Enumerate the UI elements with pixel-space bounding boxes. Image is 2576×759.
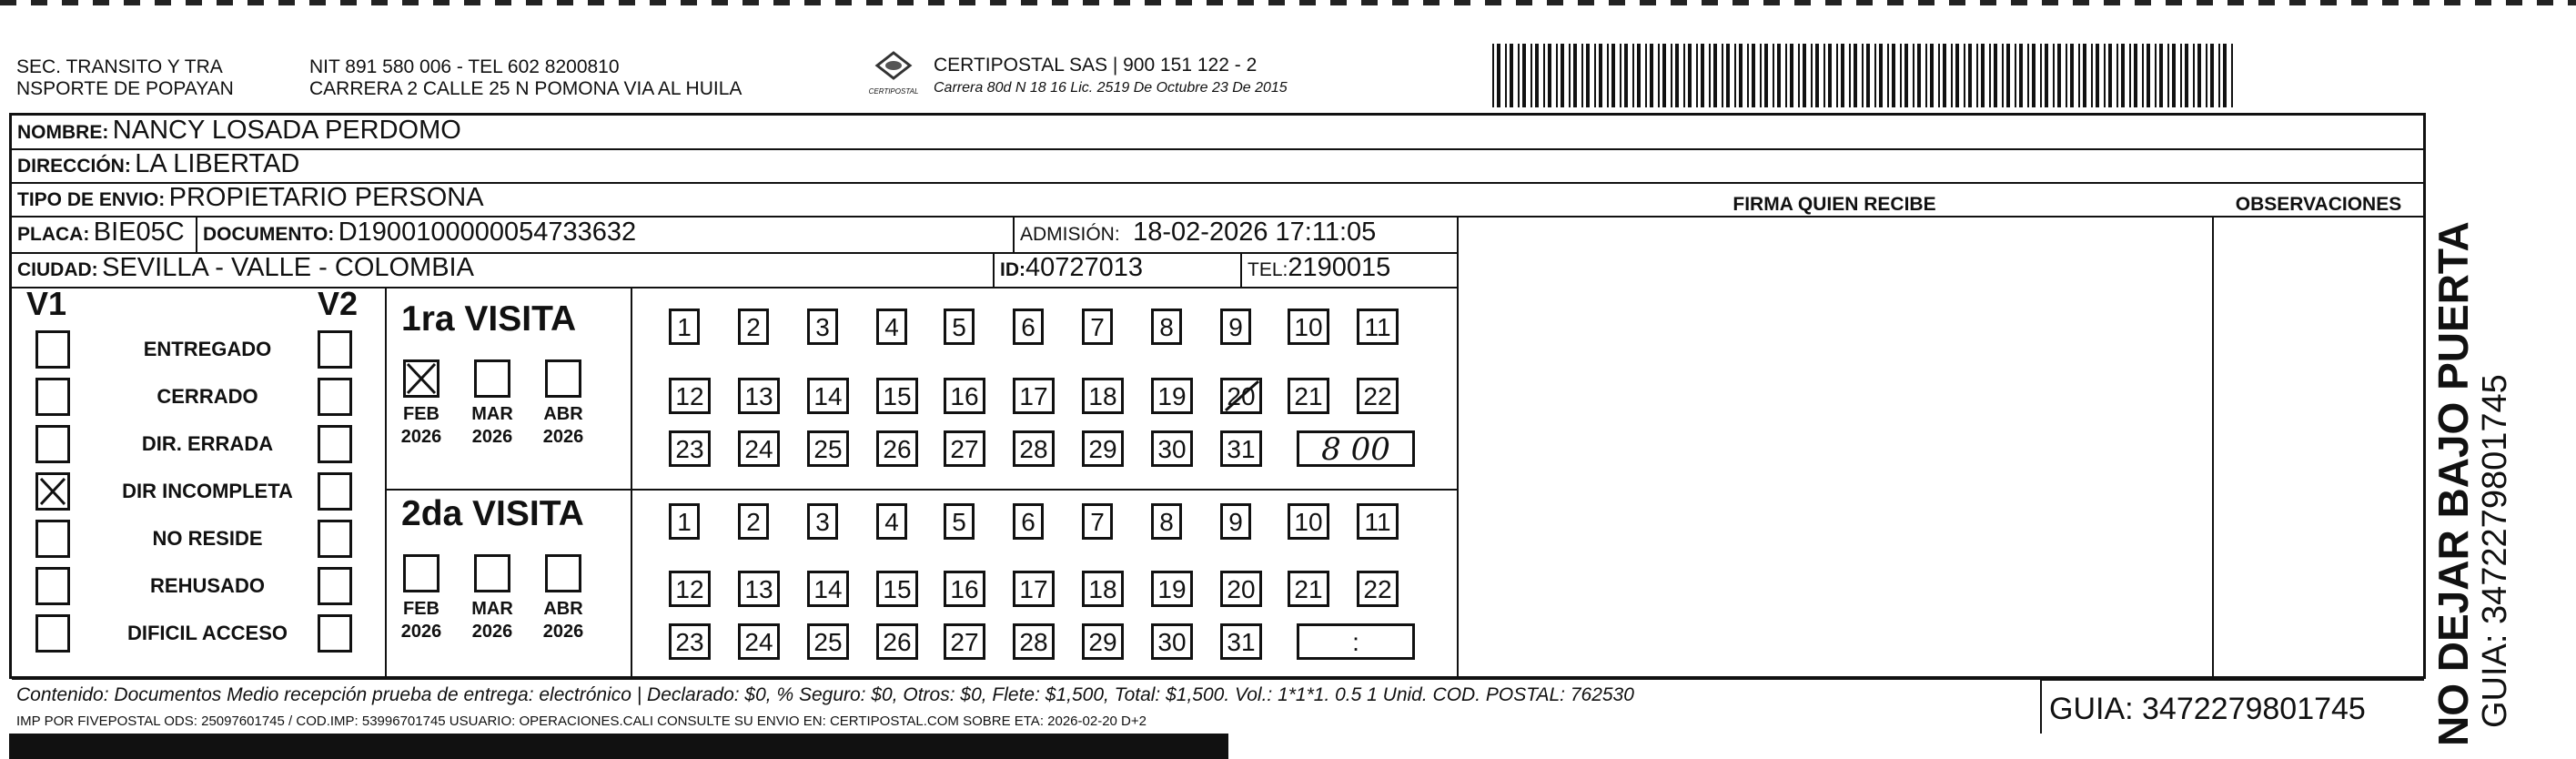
placa-cell <box>17 218 185 248</box>
month-label <box>394 403 449 449</box>
observaciones-label: OBSERVACIONES <box>2235 194 2402 215</box>
v2-checkbox[interactable] <box>318 378 352 416</box>
day-box[interactable]: 30 <box>1151 430 1193 467</box>
day-box[interactable]: 22 <box>1357 378 1399 414</box>
nombre-value: NANCY LOSADA PERDOMO <box>112 116 461 145</box>
day-box[interactable]: 23 <box>669 623 711 660</box>
month-year: 2026 <box>542 622 584 642</box>
v2-label: V2 <box>318 285 359 322</box>
status-label: NO RESIDE <box>152 527 263 550</box>
month-checkbox[interactable] <box>545 554 581 592</box>
sender-line2: NSPORTE DE POPAYAN <box>16 78 234 99</box>
certipostal-logo <box>866 47 921 106</box>
content-line: Contenido: Documentos Medio recepción prueba de entrega: electrónico | Declarado: $0, % Seguro: $0, Otros: $0, Flete: $1,500, Total: $1,500. Vol.: 1*1*1. 0.5 1 Unid. COD. POSTAL: 762530 <box>16 684 1634 705</box>
v2-checkbox[interactable] <box>318 330 352 369</box>
month-year: 2026 <box>400 622 442 642</box>
day-box[interactable]: 27 <box>944 430 985 467</box>
ciudad-label: CIUDAD: <box>17 259 98 280</box>
day-box[interactable]: 6 <box>1013 309 1044 345</box>
day-box[interactable]: 21 <box>1288 571 1329 607</box>
logo-text: CERTIPOSTAL <box>868 87 919 96</box>
day-box[interactable]: 24 <box>738 623 780 660</box>
direccion-label: DIRECCIÓN: <box>17 156 131 177</box>
tipo-label: TIPO DE ENVIO: <box>17 189 166 210</box>
tipo-value: PROPIETARIO PERSONA <box>168 183 484 212</box>
day-box[interactable]: 19 <box>1151 378 1193 414</box>
id-label: ID: <box>1000 259 1025 280</box>
day-box[interactable]: 26 <box>876 430 918 467</box>
v1-checkbox[interactable] <box>35 520 70 558</box>
day-box[interactable]: 8 <box>1151 309 1182 345</box>
v2-checkbox[interactable] <box>318 425 352 463</box>
time-box[interactable]: 8 00 <box>1297 430 1415 467</box>
day-box[interactable]: 29 <box>1082 430 1124 467</box>
ciudad-value: SEVILLA - VALLE - COLOMBIA <box>102 253 474 282</box>
status-label: DIR INCOMPLETA <box>122 480 293 502</box>
month-checkbox[interactable] <box>545 359 581 398</box>
day-box[interactable]: 19 <box>1151 571 1193 607</box>
month-year: 2026 <box>400 427 442 447</box>
company-block <box>934 55 1288 97</box>
day-box[interactable]: 7 <box>1082 503 1113 540</box>
direccion-row <box>17 149 299 179</box>
v1-checkbox[interactable] <box>35 425 70 463</box>
day-box[interactable]: 14 <box>807 571 849 607</box>
v1-checkbox[interactable] <box>35 472 70 511</box>
month-name: MAR <box>471 599 513 619</box>
v1-label: V1 <box>26 285 67 322</box>
day-box[interactable]: 22 <box>1357 571 1399 607</box>
day-box[interactable]: 16 <box>944 571 985 607</box>
month-name: ABR <box>543 404 583 424</box>
first-visit-title: 1ra VISITA <box>401 299 577 339</box>
day-box[interactable]: 10 <box>1288 309 1329 345</box>
tel-label: TEL: <box>1248 259 1288 280</box>
address-line: CARRERA 2 CALLE 25 N POMONA VIA AL HUILA <box>309 78 742 99</box>
barcode <box>1492 44 2238 107</box>
month-checkbox[interactable] <box>403 359 439 398</box>
day-box[interactable]: 26 <box>876 623 918 660</box>
month-checkbox[interactable] <box>474 359 510 398</box>
admision-label: ADMISIÓN: <box>1020 224 1120 245</box>
tipo-row <box>17 183 484 213</box>
day-box[interactable]: 24 <box>738 430 780 467</box>
side-guia-text: GUIA: 3472279801745 <box>2476 374 2514 728</box>
day-box[interactable]: 1 <box>669 309 700 345</box>
direccion-value: LA LIBERTAD <box>135 149 300 178</box>
day-box[interactable]: 13 <box>738 378 780 414</box>
status-label: CERRADO <box>157 385 258 408</box>
day-box[interactable]: 27 <box>944 623 985 660</box>
day-box[interactable]: 18 <box>1082 378 1124 414</box>
v1-checkbox[interactable] <box>35 614 70 653</box>
day-box[interactable]: 1 <box>669 503 700 540</box>
company-line: CERTIPOSTAL SAS | 900 151 122 - 2 <box>934 55 1258 76</box>
day-box[interactable]: 9 <box>1220 503 1251 540</box>
tel-value: 2190015 <box>1288 253 1391 282</box>
side-warning <box>2430 221 2513 746</box>
day-box[interactable]: 3 <box>807 309 838 345</box>
status-label: REHUSADO <box>150 574 265 597</box>
day-box[interactable]: 10 <box>1288 503 1329 540</box>
v1-checkbox[interactable] <box>35 330 70 369</box>
day-box[interactable]: 31 <box>1220 623 1262 660</box>
day-box[interactable]: 29 <box>1082 623 1124 660</box>
imp-line: IMP POR FIVEPOSTAL ODS: 25097601745 / COD.IMP: 53996701745 USUARIO: OPERACIONES.CALI CONSULTE SU ENVIO EN: CERTIPOSTAL.COM SOBRE ETA: 2026-02-20 D+2 <box>16 713 1147 729</box>
ciudad-cell <box>17 253 474 283</box>
day-box[interactable]: 12 <box>669 378 711 414</box>
documento-label: DOCUMENTO: <box>203 224 335 245</box>
guia-box: GUIA: 3472279801745 <box>2049 692 2366 726</box>
day-box[interactable]: 9 <box>1220 309 1251 345</box>
month-label <box>465 598 520 643</box>
day-box[interactable]: 5 <box>944 503 975 540</box>
second-visit-title: 2da VISITA <box>401 494 584 533</box>
month-year: 2026 <box>471 427 513 447</box>
day-box[interactable]: 16 <box>944 378 985 414</box>
month-label <box>394 598 449 643</box>
admision-value: 18-02-2026 17:11:05 <box>1133 218 1377 247</box>
day-box[interactable]: 31 <box>1220 430 1262 467</box>
month-name: MAR <box>471 404 513 424</box>
v2-checkbox[interactable] <box>318 520 352 558</box>
day-box[interactable]: 20 <box>1220 571 1262 607</box>
day-box[interactable]: 8 <box>1151 503 1182 540</box>
v1-checkbox[interactable] <box>35 567 70 605</box>
day-box[interactable]: 11 <box>1357 309 1399 345</box>
day-box[interactable]: 6 <box>1013 503 1044 540</box>
firma-label: FIRMA QUIEN RECIBE <box>1732 194 1936 215</box>
day-box[interactable]: 17 <box>1013 571 1055 607</box>
day-box[interactable]: 15 <box>876 571 918 607</box>
sender-line1: SEC. TRANSITO Y TRA <box>16 56 223 77</box>
month-label <box>536 598 591 643</box>
month-label <box>536 403 591 449</box>
day-box[interactable]: 4 <box>876 503 907 540</box>
day-box[interactable]: 20 <box>1220 378 1262 414</box>
day-box[interactable]: 28 <box>1013 623 1055 660</box>
nombre-row <box>17 116 461 146</box>
day-box[interactable]: 25 <box>807 430 849 467</box>
month-year: 2026 <box>542 427 584 447</box>
license-line: Carrera 80d N 18 16 Lic. 2519 De Octubre 23 De 2015 <box>934 80 1288 96</box>
status-label: DIR. ERRADA <box>141 432 274 455</box>
day-box[interactable]: 2 <box>738 309 769 345</box>
time-box[interactable]: : <box>1297 623 1415 660</box>
placa-label: PLACA: <box>17 224 90 245</box>
admision-cell <box>1020 218 1376 248</box>
day-box[interactable]: 2 <box>738 503 769 540</box>
no-dejar-text: NO DEJAR BAJO PUERTA <box>2430 221 2477 746</box>
v1-checkbox[interactable] <box>35 378 70 416</box>
documento-value: D1900100000054733632 <box>338 218 637 247</box>
top-perforation <box>0 0 2576 5</box>
id-cell <box>1000 253 1143 283</box>
delivery-form <box>9 113 2426 679</box>
day-box[interactable]: 15 <box>876 378 918 414</box>
day-box[interactable]: 25 <box>807 623 849 660</box>
day-box[interactable]: 18 <box>1082 571 1124 607</box>
day-box[interactable]: 23 <box>669 430 711 467</box>
day-box[interactable]: 5 <box>944 309 975 345</box>
status-label: ENTREGADO <box>143 338 272 360</box>
day-box[interactable]: 3 <box>807 503 838 540</box>
day-box[interactable]: 17 <box>1013 378 1055 414</box>
month-year: 2026 <box>471 622 513 642</box>
day-box[interactable]: 4 <box>876 309 907 345</box>
placa-value: BIE05C <box>93 218 185 247</box>
month-name: FEB <box>403 599 439 619</box>
nombre-label: NOMBRE: <box>17 122 109 143</box>
month-label <box>465 403 520 449</box>
day-box[interactable]: 14 <box>807 378 849 414</box>
documento-cell <box>203 218 636 248</box>
month-name: FEB <box>403 404 439 424</box>
day-box[interactable]: 21 <box>1288 378 1329 414</box>
day-box[interactable]: 7 <box>1082 309 1113 345</box>
sender-contact <box>309 56 742 100</box>
status-label: DIFICIL ACCESO <box>126 622 288 644</box>
v2-checkbox[interactable] <box>318 614 352 653</box>
day-box[interactable]: 30 <box>1151 623 1193 660</box>
bottom-black-bar <box>9 734 1228 759</box>
month-checkbox[interactable] <box>403 554 439 592</box>
day-box[interactable]: 12 <box>669 571 711 607</box>
day-box[interactable]: 28 <box>1013 430 1055 467</box>
day-box[interactable]: 11 <box>1357 503 1399 540</box>
month-name: ABR <box>543 599 583 619</box>
v2-checkbox[interactable] <box>318 472 352 511</box>
tel-cell <box>1248 253 1390 283</box>
sender-block <box>16 56 234 100</box>
v2-checkbox[interactable] <box>318 567 352 605</box>
day-box[interactable]: 13 <box>738 571 780 607</box>
month-checkbox[interactable] <box>474 554 510 592</box>
nit-line: NIT 891 580 006 - TEL 602 8200810 <box>309 56 620 77</box>
id-value: 40727013 <box>1025 253 1144 282</box>
